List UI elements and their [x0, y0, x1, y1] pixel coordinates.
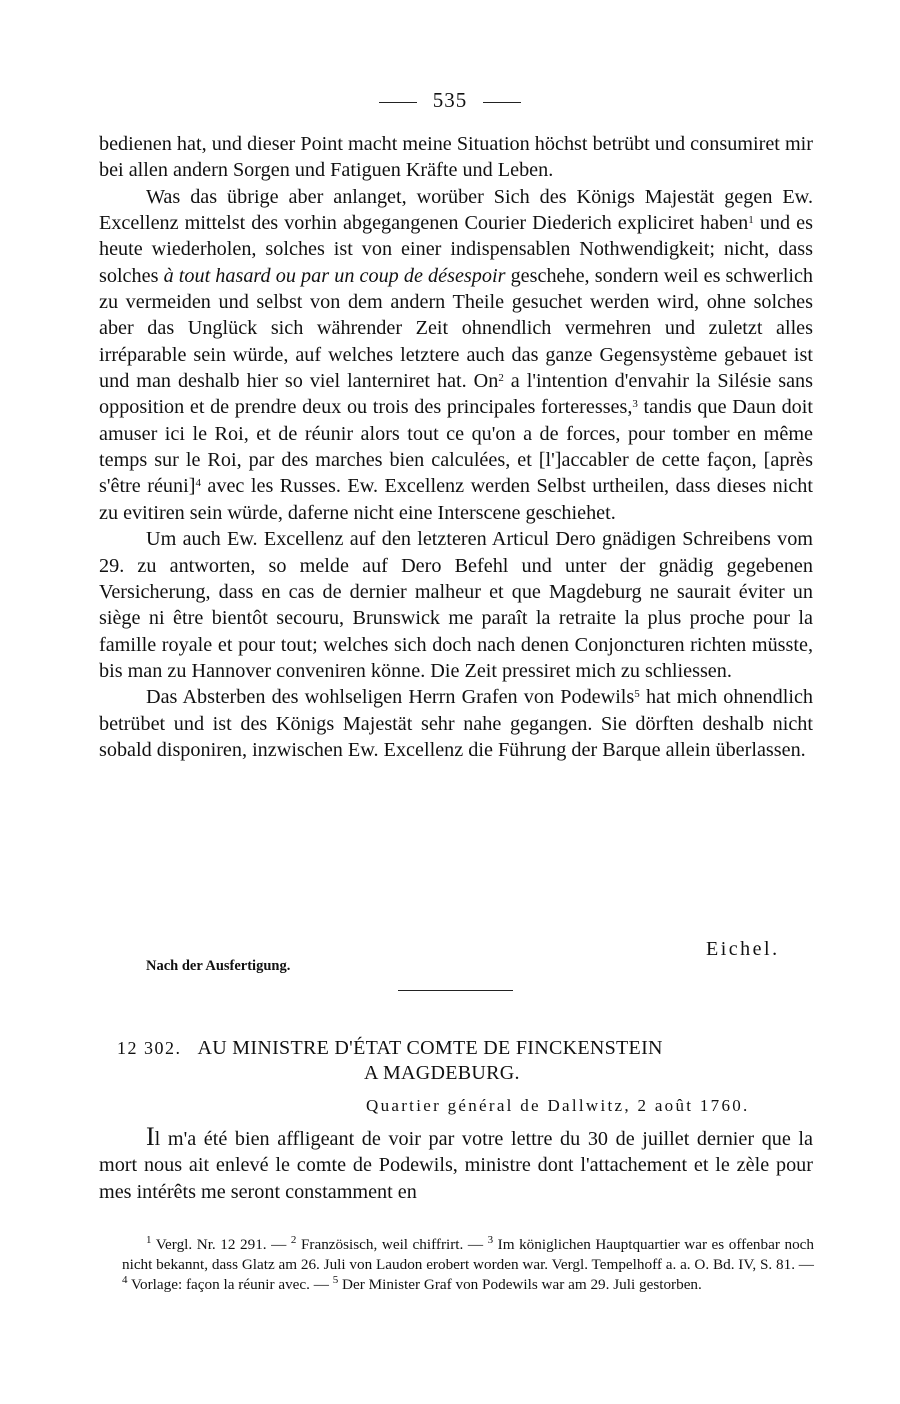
footnote-marker: 1: [748, 214, 754, 227]
document-title-line2: A MAGDEBURG.: [364, 1062, 520, 1084]
document-header: [117, 1036, 817, 1086]
paragraph-text: Das Absterben des wohlseligen Herrn Grafen von Podewils: [146, 686, 635, 709]
footnote-number: 5: [332, 1273, 339, 1286]
paragraph-text: l m'a été bien affligeant de voir par votre lettre du 30 de juillet dernier que la mort nous ait enlevé le comte de Podewils, ministre dont l'attachement et le zèle pour mes intérêts me seront constamment en: [99, 1128, 813, 1203]
signature: Eichel.: [706, 938, 780, 960]
header-dash-right: [483, 102, 521, 103]
footnote-block: [122, 1235, 814, 1294]
footnote-text: Französisch, weil chiffrirt. —: [296, 1236, 488, 1253]
paragraph: [99, 526, 813, 684]
paragraph: [99, 1124, 813, 1205]
footnote-text: Vorlage: façon la réunir avec. —: [127, 1275, 333, 1293]
footnote-marker: 5: [634, 688, 640, 701]
letter-body-continued: [99, 131, 813, 763]
dateline: Quartier général de Dallwitz, 2 août 1760.: [366, 1096, 750, 1115]
document-title-line1: AU MINISTRE D'ÉTAT COMTE DE FINCKENSTEIN: [197, 1037, 663, 1059]
letter-body: [99, 1124, 813, 1205]
header-dash-left: [379, 102, 417, 103]
paragraph-text: bedienen hat, und dieser Point macht meine Situation höchst betrübt und consumiret mir bei allen andern Sorgen und Fatiguen Kräfte und Leben.: [99, 133, 813, 182]
page-number: 535: [432, 88, 468, 112]
paragraph-text: geschehe, sondern weil es schwerlich zu vermeiden und selbst von dem andern Theile gesuchet werden wird, ohne solches aber das Unglück sich währender Zeit ohnendlich vermehren und zuletzt alles irréparable sein würde, auf welches letztere auch das ganze Gegensystème gebauet ist und man deshalb hier so viel lanterniret hat. On: [99, 264, 813, 393]
footnote-text: Der Minister Graf von Podewils war am 29. Juli gestorben.: [338, 1275, 702, 1293]
document-number: 12 302.: [117, 1038, 182, 1058]
paragraph-text: hat mich ohnendlich betrübet und ist des Königs Majestät sehr nahe gegangen. Sie dörften deshalb nicht sobald disponiren, inzwischen Ew. Excellenz die Führung der Barque allein überlassen.: [99, 686, 813, 761]
paragraph-text: Um auch Ew. Excellenz auf den letzteren Articul Dero gnädigen Schreibens vom 29. zu antworten, so melde auf Dero Befehl und unter der gnädig gegebenen Versicherung, dass en cas de dernier malheur et que Magdeburg ne saurait éviter un siège ni être bientôt secouru, Brunswick me paraît la retraite la plus proche pour la famille royale et pour tout; welches sich doch nach denen Conjoncturen richten müsste, bis man zu Hannover conveniren könne. Die Zeit pressiret mich zu schliessen.: [99, 528, 813, 682]
footnote-text: Vergl. Nr. 12 291. —: [151, 1236, 291, 1253]
paragraph-text: a l'intention d'envahir la Silésie sans opposition et de prendre deux ou trois des principales forteresses,: [99, 370, 813, 419]
footnote-number: 3: [487, 1234, 494, 1246]
paragraph-text: und es heute wiederholen, solches ist von einer indispensablen Nothwendigkeit; nicht, dass solches: [99, 212, 813, 287]
paragraph: [99, 184, 813, 526]
footnote-marker: 4: [195, 477, 201, 490]
page-header: [0, 88, 900, 113]
footnote-number: 2: [290, 1234, 297, 1246]
paragraph-text: Was das übrige aber anlanget, worüber Sich des Königs Majestät gegen Ew. Excellenz mittelst des vorhin abgegangenen Courier Diederich expliciret haben: [99, 185, 813, 235]
paragraph: [99, 131, 813, 184]
initial-letter: I: [146, 1122, 155, 1151]
footnote-number: 1: [146, 1234, 152, 1246]
italic-phrase: à tout hasard ou par un coup de désespoir: [163, 264, 506, 287]
paragraph: [99, 684, 813, 763]
footnotes: [122, 1235, 814, 1294]
footnote-text: Im königlichen Hauptquartier war es offenbar noch nicht bekannt, dass Glatz am 26. Juli von Laudon erobert worden war. Vergl. Tempelhoff a. a. O. Bd. IV, S. 81. —: [122, 1236, 814, 1273]
paragraph-text: tandis que Daun doit amuser ici le Roi, et de réunir alors tout ce qu'on a de forces, pour tomber en même temps sur le Roi, par des marches bien calculées, et [l']accabler de cette façon, [après s'être réuni]: [99, 396, 813, 498]
footnote-marker: 2: [498, 372, 504, 385]
footnote-marker: 3: [632, 398, 638, 411]
footnote-number: 4: [122, 1273, 128, 1286]
paragraph-text: avec les Russes. Ew. Excellenz werden Selbst urtheilen, dass dieses nicht zu evitiren sein würde, daferne nicht eine Interscene geschiehet.: [99, 475, 813, 524]
section-divider: [398, 990, 513, 991]
source-note: Nach der Ausfertigung.: [146, 958, 291, 974]
